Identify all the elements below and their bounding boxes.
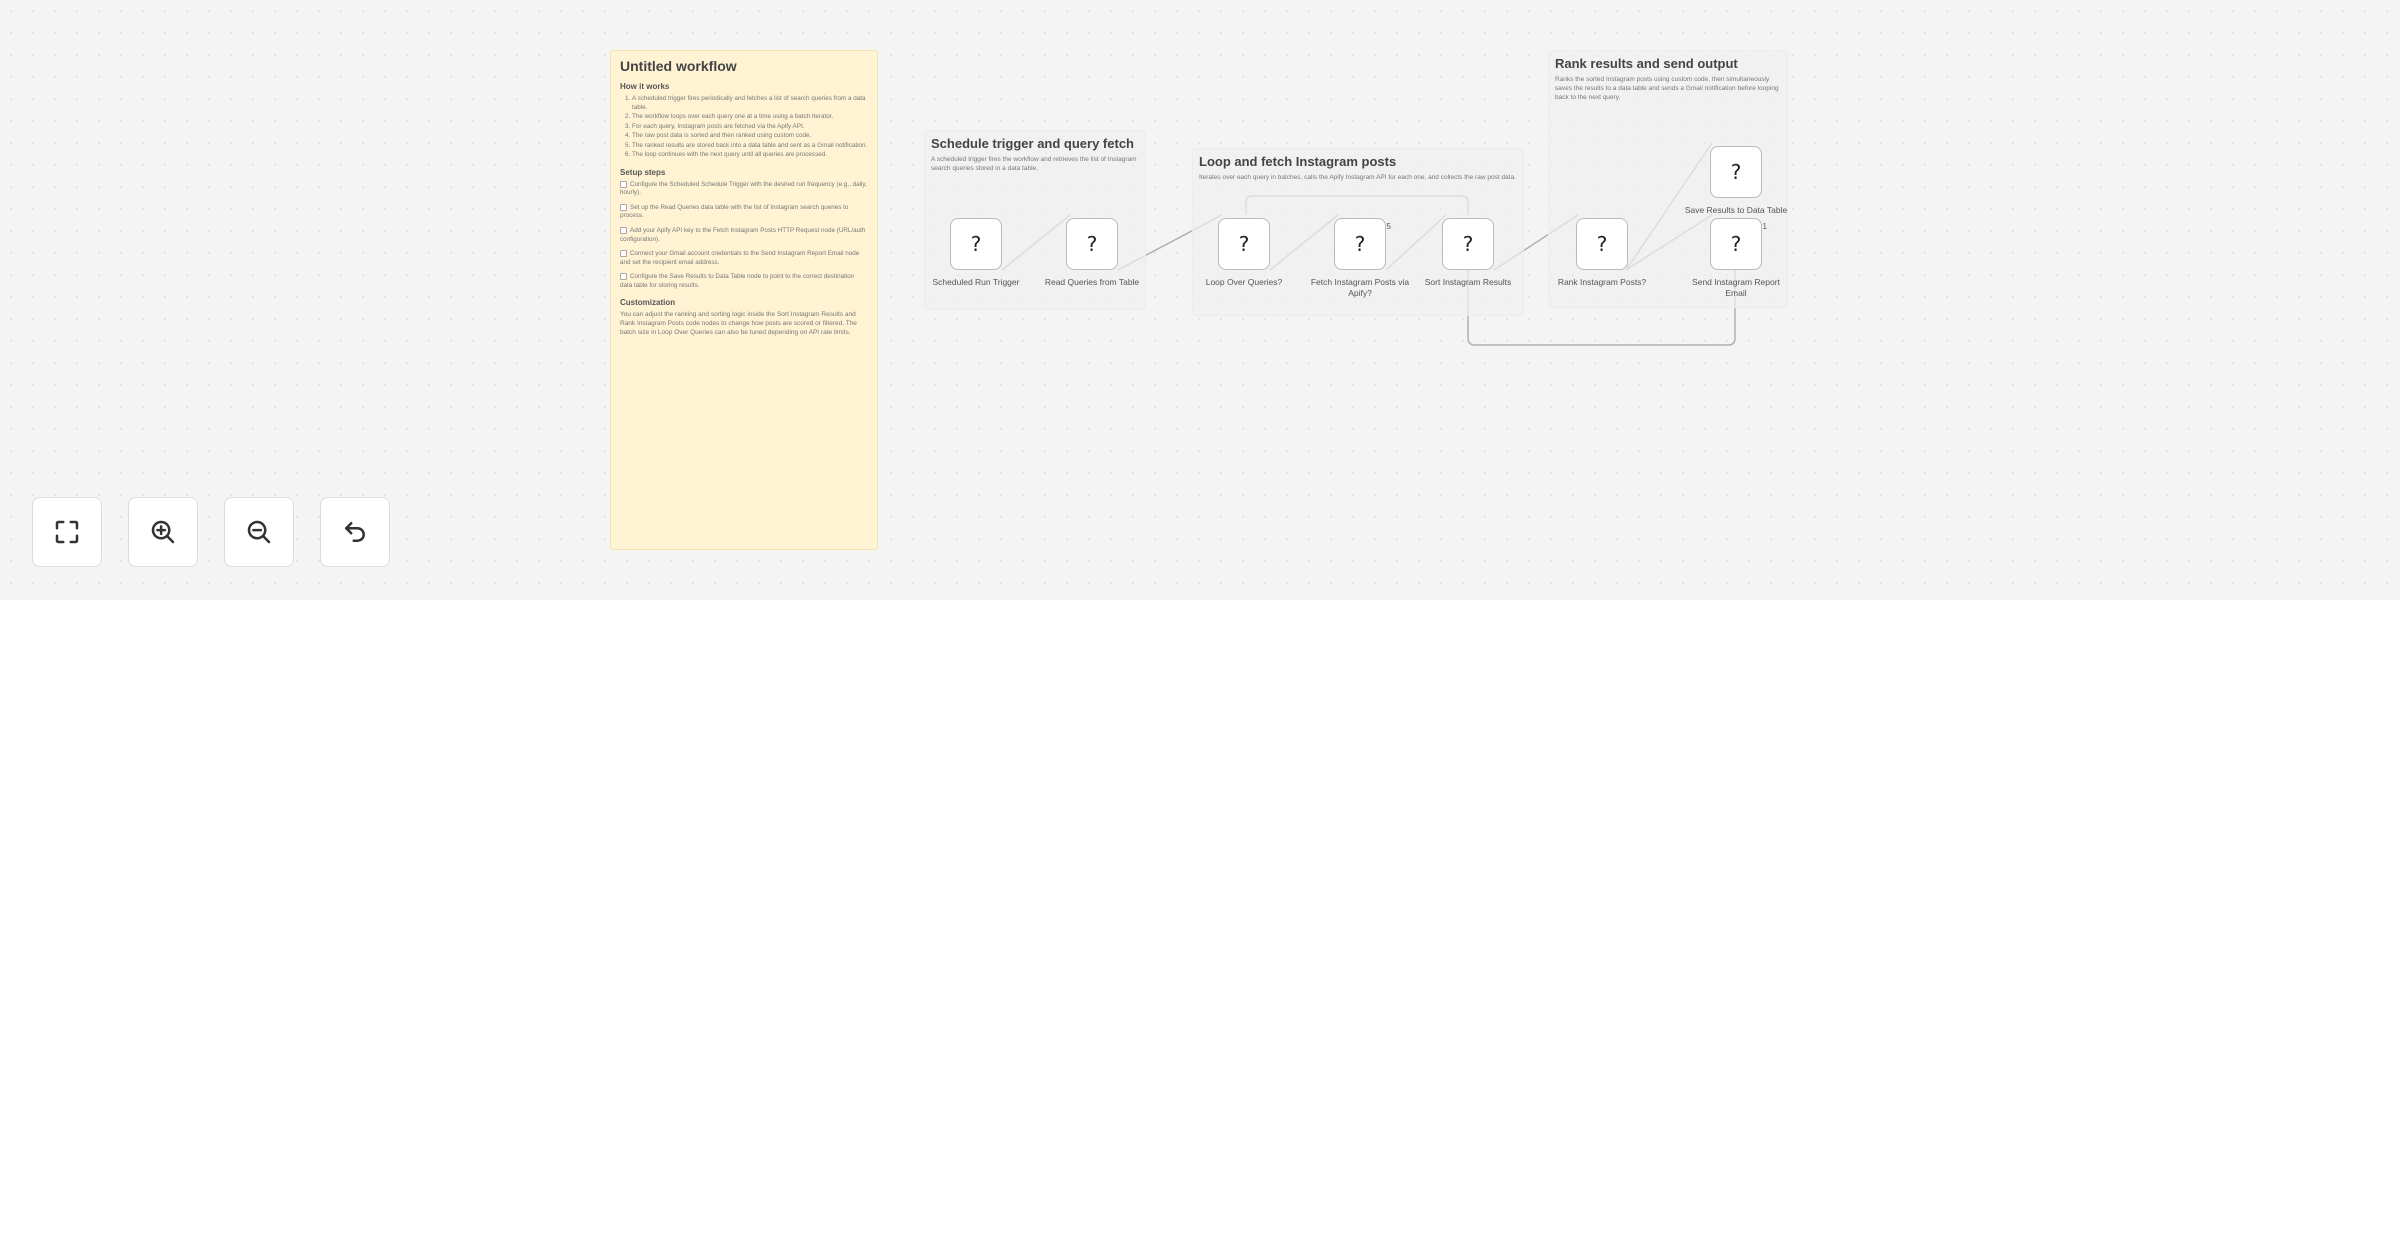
customization-heading: Customization bbox=[620, 298, 676, 308]
section-title: Loop and fetch Instagram posts bbox=[1199, 154, 1397, 169]
how-step: 4. The raw post data is sorted and then ranked using custom code. bbox=[632, 132, 868, 141]
node-label: Fetch Instagram Posts via Apify? bbox=[1310, 277, 1410, 298]
checkbox-icon[interactable] bbox=[620, 181, 627, 188]
reset-zoom-button[interactable] bbox=[320, 497, 390, 567]
setup-step: Configure the Scheduled Schedule Trigger with the desired run frequency (e.g., daily, hourly). bbox=[620, 180, 867, 197]
undo-icon bbox=[340, 517, 370, 547]
unknown-node-icon: ? bbox=[1354, 232, 1366, 256]
node-label: Save Results to Data Table bbox=[1684, 205, 1788, 215]
setup-steps-heading: Setup steps bbox=[620, 167, 666, 177]
how-step: 2. The workflow loops over each query one at a time using a batch Iterator. bbox=[632, 113, 868, 122]
customization-text: You can adjust the ranking and sorting logic inside the Sort Instagram Results and Rank Instagram Posts code nodes to change how posts are scored or filtered. The batch size in Loop Over Queries can also be tuned depending on API rate limits. bbox=[620, 311, 857, 336]
node-save-results[interactable] bbox=[1710, 146, 1762, 198]
node-fetch-instagram-posts[interactable] bbox=[1334, 218, 1391, 270]
note-title: Untitled workflow bbox=[620, 58, 737, 74]
node-label: Send Instagram Report Email bbox=[1692, 277, 1780, 298]
setup-steps-list bbox=[620, 181, 868, 291]
setup-step: Set up the Read Queries data table with the list of Instagram search queries to process. bbox=[620, 203, 849, 220]
node-label: Scheduled Run Trigger bbox=[932, 277, 1020, 287]
node-scheduled-run-trigger[interactable] bbox=[950, 218, 1002, 270]
node-label: Rank Instagram Posts? bbox=[1557, 277, 1647, 287]
node-send-report-email[interactable] bbox=[1710, 218, 1767, 270]
workflow-overview-note[interactable] bbox=[610, 50, 878, 550]
unknown-node-icon: ? bbox=[1462, 232, 1474, 256]
zoom-out-button[interactable] bbox=[224, 497, 294, 567]
section-desc: A scheduled trigger fires the workflow and retrieves the list of Instagram search queries stored in a data table. bbox=[931, 156, 1137, 172]
checkbox-icon[interactable] bbox=[620, 273, 627, 280]
unknown-node-icon: ? bbox=[1086, 232, 1098, 256]
node-sort-instagram-results[interactable] bbox=[1442, 218, 1494, 270]
setup-step: Configure the Save Results to Data Table node to point to the correct destination data table for storing results. bbox=[620, 273, 855, 289]
node-label: Read Queries from Table bbox=[1044, 277, 1140, 287]
workflow-canvas[interactable] bbox=[0, 0, 2400, 600]
execution-count-badge: 1 bbox=[1762, 222, 1767, 231]
section-desc: Iterates over each query in batches, calls the Apify Instagram API for each one, and collects the raw post data. bbox=[1199, 174, 1516, 181]
canvas-controls bbox=[32, 497, 390, 567]
how-it-works-heading: How it works bbox=[620, 82, 670, 91]
zoom-out-icon bbox=[244, 517, 274, 547]
node-label: Sort Instagram Results bbox=[1424, 277, 1512, 287]
checkbox-icon[interactable] bbox=[620, 250, 627, 257]
fullscreen-icon bbox=[52, 517, 82, 547]
node-label: Loop Over Queries? bbox=[1205, 277, 1283, 287]
execution-count-badge: 5 bbox=[1386, 222, 1391, 231]
how-step: 3. For each query, Instagram posts are fetched via the Apify API. bbox=[632, 123, 868, 132]
fit-view-button[interactable] bbox=[32, 497, 102, 567]
node-rank-instagram-posts[interactable] bbox=[1576, 218, 1628, 270]
how-step: 5. The ranked results are stored back into a data table and sent as a Gmail notification. bbox=[632, 142, 868, 151]
section-desc: Ranks the sorted Instagram posts using custom code, then simultaneously saves the results to a data table and sends a Gmail notification before looping back to the next query. bbox=[1555, 76, 1779, 101]
unknown-node-icon: ? bbox=[1238, 232, 1250, 256]
unknown-node-icon: ? bbox=[1730, 232, 1742, 256]
zoom-in-button[interactable] bbox=[128, 497, 198, 567]
checkbox-icon[interactable] bbox=[620, 227, 627, 234]
setup-step: Add your Apify API key to the Fetch Instagram Posts HTTP Request node (URL/auth configuration). bbox=[620, 227, 866, 243]
node-read-queries[interactable] bbox=[1066, 218, 1118, 270]
how-step: 6. The loop continues with the next query until all queries are processed. bbox=[632, 151, 868, 160]
unknown-node-icon: ? bbox=[1730, 160, 1742, 184]
node-loop-over-queries[interactable] bbox=[1218, 218, 1270, 270]
zoom-in-icon bbox=[148, 517, 178, 547]
section-title: Schedule trigger and query fetch bbox=[931, 136, 1134, 151]
unknown-node-icon: ? bbox=[970, 232, 982, 256]
how-it-works-list bbox=[620, 95, 868, 160]
checkbox-icon[interactable] bbox=[620, 204, 627, 211]
unknown-node-icon: ? bbox=[1596, 232, 1608, 256]
setup-step: Connect your Gmail account credentials to the Send Instagram Report Email node and set the recipient email address. bbox=[620, 250, 860, 266]
how-step: 1. A scheduled trigger fires periodically and fetches a list of search queries from a data table. bbox=[632, 95, 868, 112]
section-title: Rank results and send output bbox=[1555, 56, 1738, 71]
